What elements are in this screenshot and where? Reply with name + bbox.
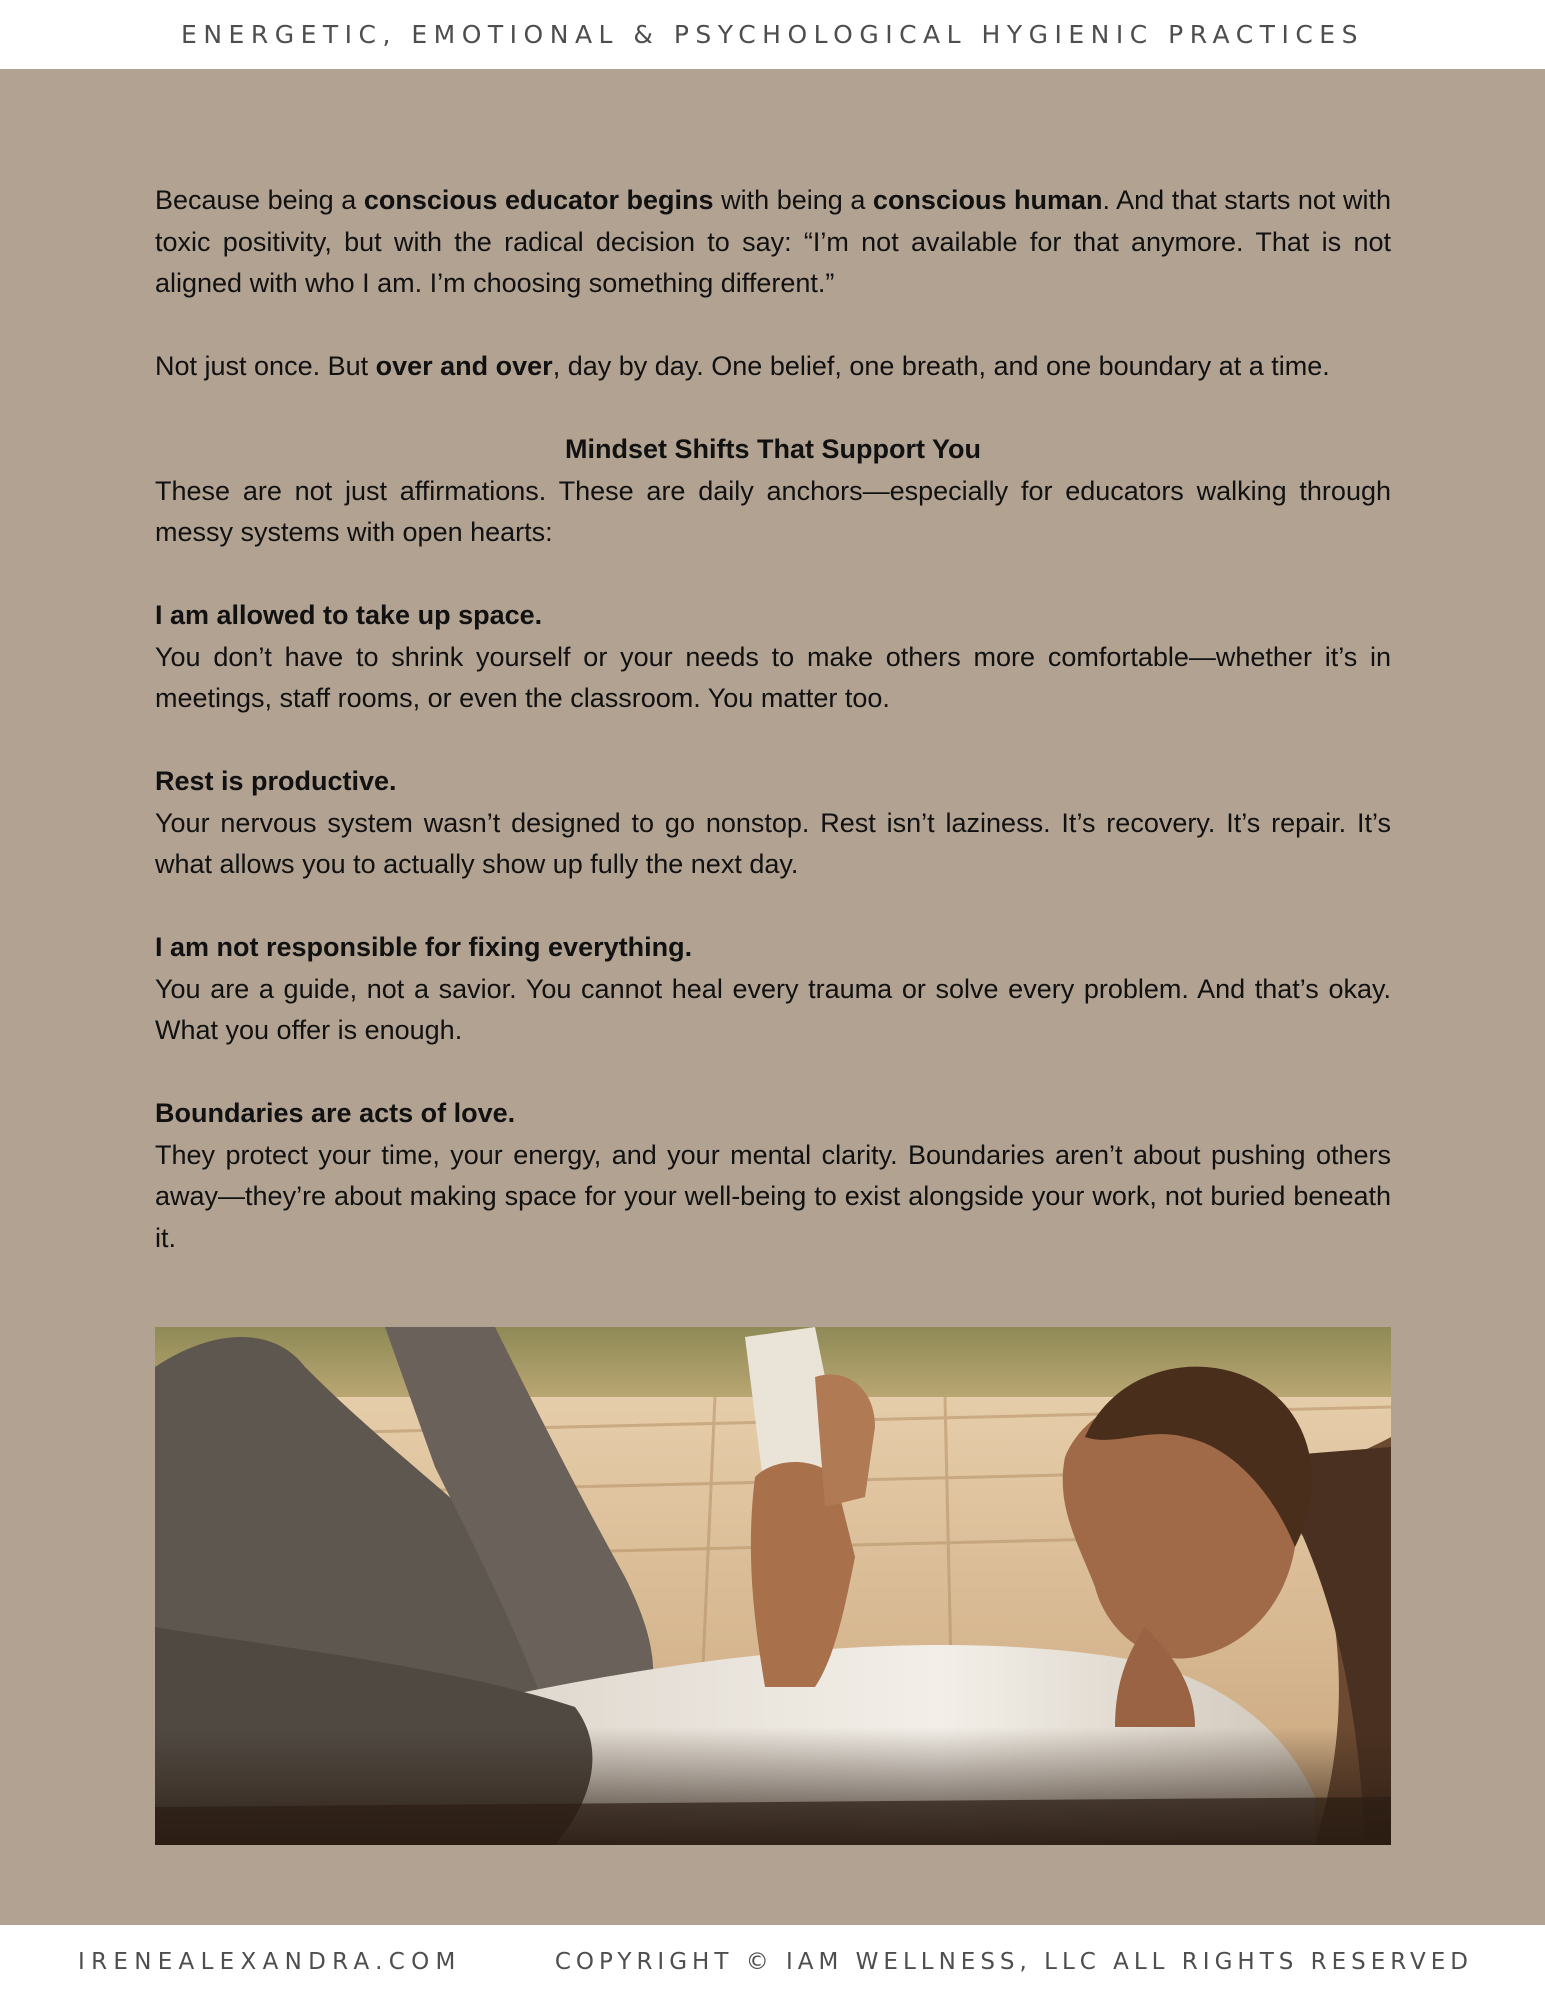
shift-body-4: They protect your time, your energy, and your mental clarity. Boundaries aren’t about pushing others away—they’re about making space for your well-being to exist alongside your work, not buried beneath it. xyxy=(155,1139,1391,1253)
spacer xyxy=(155,305,1391,347)
spacer xyxy=(155,1052,1391,1094)
intro-p1-bold-1: conscious educator begins xyxy=(363,185,714,215)
footer-copyright: COPYRIGHT © IAM WELLNESS, LLC ALL RIGHTS RESERVED xyxy=(554,1949,1473,1975)
intro-p2-bold: over and over xyxy=(375,351,553,381)
intro-p2-text-2: , day by day. One belief, one breath, and one boundary at a time. xyxy=(552,351,1330,381)
page-footer xyxy=(0,1925,1545,2000)
section-heading: Mindset Shifts That Support You xyxy=(565,434,981,464)
footer-website: IRENEALEXANDRA.COM xyxy=(78,1949,462,1975)
spacer xyxy=(155,720,1391,762)
intro-p1-text-2: with being a xyxy=(713,185,873,215)
intro-p1-text-3: . And that starts not with toxic positivity, but with the radical decision to say: “I’m not available for that anymore. That is not aligned with who I am. I’m choosing something different.” xyxy=(155,185,1391,298)
shift-statement-4: Boundaries are acts of love. xyxy=(155,1098,516,1128)
intro-p2-text-1: Not just once. But xyxy=(155,351,376,381)
shift-statement-1: I am allowed to take up space. xyxy=(155,600,543,630)
intro-p1-bold-2: conscious human xyxy=(872,185,1103,215)
shift-body-3: You are a guide, not a savior. You cannot heal every trauma or solve every problem. And that’s okay. What you offer is enough. xyxy=(155,973,1391,1045)
intro-p1-text-1: Because being a xyxy=(155,185,364,215)
shift-body-1: You don’t have to shrink yourself or your needs to make others more comfortable—whether it’s in meetings, staff rooms, or even the classroom. You matter too. xyxy=(155,641,1391,713)
spacer xyxy=(155,388,1391,430)
page-header xyxy=(0,0,1545,69)
spacer xyxy=(155,554,1391,596)
page-body xyxy=(0,69,1545,1925)
article-content xyxy=(155,180,1391,1259)
shift-statement-2: Rest is productive. xyxy=(155,766,397,796)
reading-man-photo xyxy=(155,1327,1391,1845)
spacer xyxy=(155,886,1391,928)
intro-paragraph-2 xyxy=(155,346,1391,388)
header-title: ENERGETIC, EMOTIONAL & PSYCHOLOGICAL HYGIENIC PRACTICES xyxy=(181,20,1364,49)
section-lead: These are not just affirmations. These are daily anchors—especially for educators walking through messy systems with open hearts: xyxy=(155,475,1391,547)
shift-body-2: Your nervous system wasn’t designed to go nonstop. Rest isn’t laziness. It’s recovery. It’s repair. It’s what allows you to actually show up fully the next day. xyxy=(155,807,1391,879)
shift-statement-3: I am not responsible for fixing everything. xyxy=(155,932,693,962)
intro-paragraph-1 xyxy=(155,180,1391,305)
